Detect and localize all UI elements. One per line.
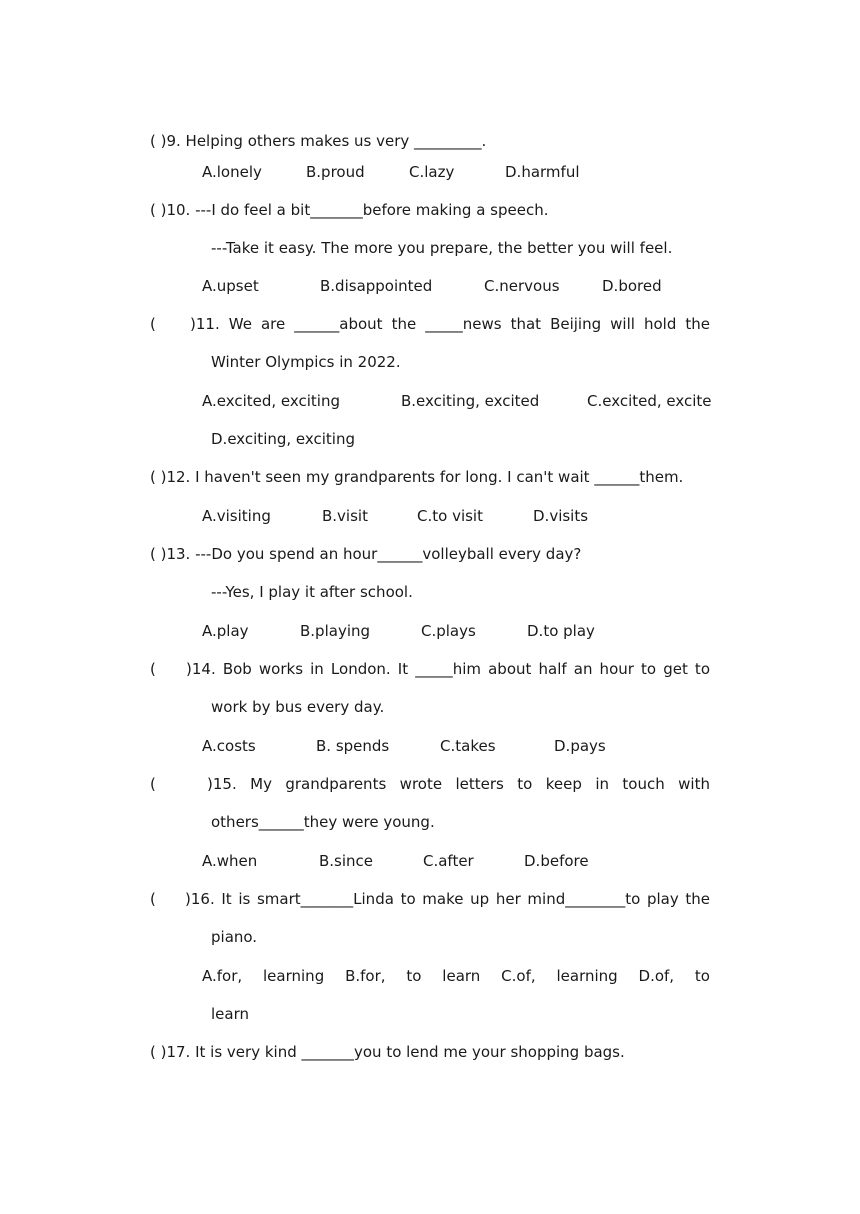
- question-10-stem: ( )10. ---I do feel a bit_______before making a speech.: [150, 201, 549, 219]
- question-9-stem: ( )9. Helping others makes us very _________.: [150, 132, 487, 150]
- option-c: C.lazy: [409, 163, 455, 181]
- option-a: A.when: [202, 852, 258, 870]
- option-c: C.nervous: [484, 277, 560, 295]
- question-15-paren: (: [150, 775, 156, 793]
- question-16-paren: (: [150, 890, 156, 908]
- option-c: C.to visit: [417, 507, 483, 525]
- question-14-stem-cont: work by bus every day.: [211, 698, 385, 716]
- question-12-stem: ( )12. I haven't seen my grandparents for long. I can't wait ______them.: [150, 468, 684, 486]
- question-17-stem: ( )17. It is very kind _______you to lend me your shopping bags.: [150, 1043, 625, 1061]
- question-16-stem-cont: piano.: [211, 928, 258, 946]
- option-b: B.exciting, excited: [401, 392, 540, 410]
- question-14-stem: )14. Bob works in London. It _____him about half an hour to get to: [186, 660, 710, 678]
- question-11-stem-cont: Winter Olympics in 2022.: [211, 353, 401, 371]
- option-a: A.upset: [202, 277, 259, 295]
- question-14-paren: (: [150, 660, 156, 678]
- question-13-reply: ---Yes, I play it after school.: [211, 583, 413, 601]
- option-a: A.lonely: [202, 163, 262, 181]
- option-c: C.after: [423, 852, 474, 870]
- option-b: B.disappointed: [320, 277, 433, 295]
- option-c: C.takes: [440, 737, 496, 755]
- question-15-stem-cont: others______they were young.: [211, 813, 435, 831]
- option-c: C.excited, excite: [587, 392, 712, 410]
- question-15-stem: )15. My grandparents wrote letters to keep in touch with: [207, 775, 710, 793]
- option-d: D.pays: [554, 737, 606, 755]
- question-11-stem: )11. We are ______about the _____news that Beijing will hold the: [190, 315, 710, 333]
- option-c: C.plays: [421, 622, 476, 640]
- option-d: D.exciting, exciting: [211, 430, 355, 448]
- option-d: D.bored: [602, 277, 662, 295]
- option-b: B.since: [319, 852, 374, 870]
- question-11-paren: (: [150, 315, 156, 333]
- option-a: A.visiting: [202, 507, 271, 525]
- question-13-stem: ( )13. ---Do you spend an hour______volleyball every day?: [150, 545, 582, 563]
- option-b: B.proud: [306, 163, 365, 181]
- option-d: D.to play: [527, 622, 595, 640]
- option-a: A.costs: [202, 737, 256, 755]
- question-16-options-cont: learn: [211, 1005, 249, 1023]
- option-b: B. spends: [316, 737, 390, 755]
- question-10-reply: ---Take it easy. The more you prepare, the better you will feel.: [211, 239, 673, 257]
- question-16-stem: )16. It is smart_______Linda to make up her mind________to play the: [185, 890, 710, 908]
- option-b: B.playing: [300, 622, 371, 640]
- option-a: A.play: [202, 622, 249, 640]
- option-d: D.before: [524, 852, 589, 870]
- option-d: D.harmful: [505, 163, 580, 181]
- option-d: D.visits: [533, 507, 589, 525]
- option-b: B.visit: [322, 507, 368, 525]
- question-16-options: A.for, learning B.for, to learn C.of, learning D.of, to: [202, 967, 710, 985]
- option-a: A.excited, exciting: [202, 392, 340, 410]
